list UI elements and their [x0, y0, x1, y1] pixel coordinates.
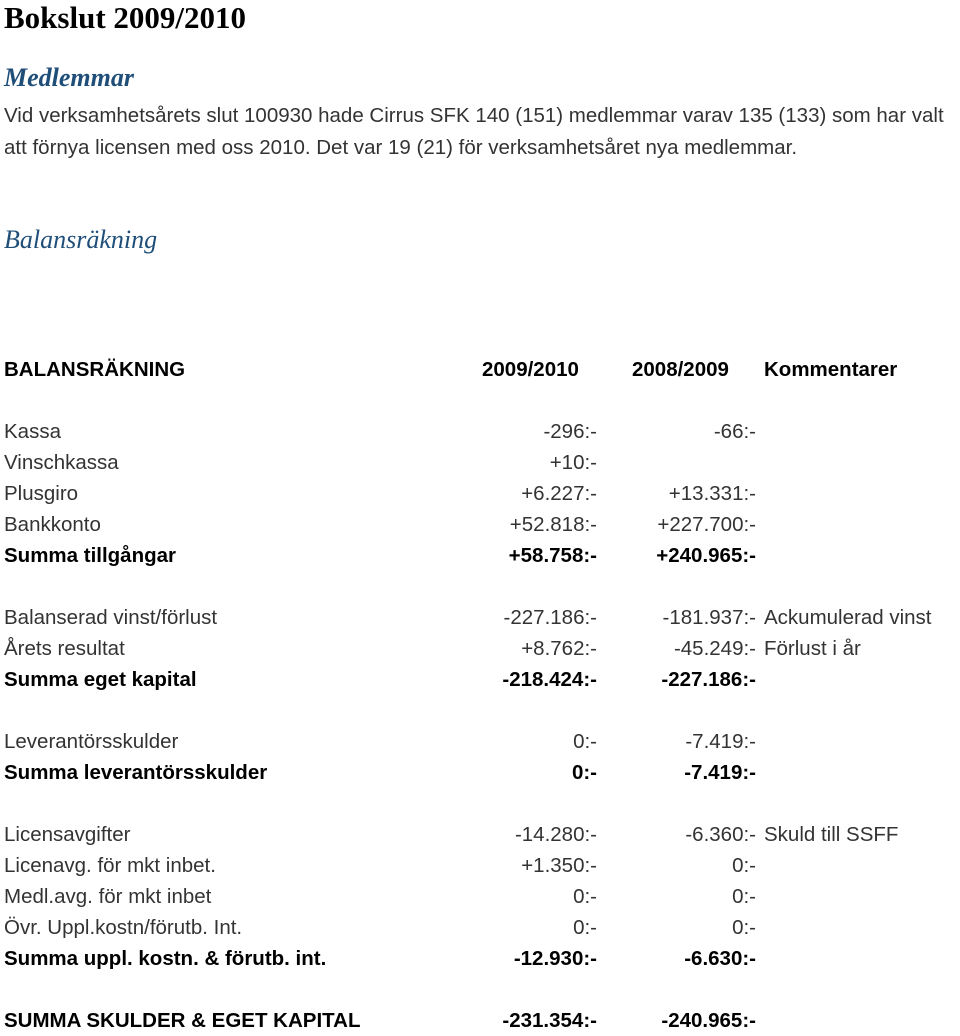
- table-total-row: [4, 540, 960, 571]
- row-label: Vinschkassa: [4, 451, 119, 474]
- row-value-current: +8.762:-: [521, 637, 597, 660]
- balance-table: [4, 354, 960, 1036]
- row-value-previous: -6.630:-: [684, 947, 756, 970]
- table-header: [4, 354, 960, 385]
- row-value-current: -231.354:-: [502, 1009, 597, 1032]
- row-label: Licensavgifter: [4, 823, 131, 846]
- row-label: Medl.avg. för mkt inbet: [4, 885, 212, 908]
- row-value-previous: -7.419:-: [684, 761, 756, 784]
- table-total-row: [4, 757, 960, 788]
- row-label: SUMMA SKULDER & EGET KAPITAL: [4, 1009, 361, 1032]
- row-label: Plusgiro: [4, 482, 79, 505]
- group-spacer: [4, 695, 960, 726]
- header-year-previous: 2008/2009: [632, 358, 729, 381]
- row-value-previous: -6.360:-: [685, 823, 756, 846]
- header-comments: Kommentarer: [764, 358, 898, 381]
- row-value-previous: 0:-: [732, 854, 756, 877]
- row-value-current: +6.227:-: [521, 482, 597, 505]
- row-label: Summa eget kapital: [4, 668, 197, 691]
- row-value-current: 0:-: [573, 730, 597, 753]
- members-paragraph: Vid verksamhetsårets slut 100930 hade Cirrus SFK 140 (151) medlemmar varav 135 (133) som har valt att förnya licensen med oss 2010. Det var 19 (21) för verksamhetsåret nya medlemmar.: [4, 104, 944, 159]
- table-row: [4, 881, 960, 912]
- row-value-current: 0:-: [573, 885, 597, 908]
- row-label: Summa uppl. kostn. & förutb. int.: [4, 947, 327, 970]
- table-total-row: [4, 943, 960, 974]
- balance-heading: Balansräkning: [4, 225, 158, 254]
- row-value-previous: -227.186:-: [661, 668, 756, 691]
- row-label: Övr. Uppl.kostn/förutb. Int.: [4, 916, 243, 939]
- row-label: Kassa: [4, 420, 61, 443]
- table-row: [4, 726, 960, 757]
- row-comment: Förlust i år: [764, 637, 861, 660]
- row-value-current: -218.424:-: [502, 668, 597, 691]
- table-body: [4, 385, 960, 1036]
- row-value-current: 0:-: [571, 761, 597, 784]
- group-spacer: [4, 974, 960, 1005]
- row-label: Licenavg. för mkt inbet.: [4, 854, 216, 877]
- table-row: [4, 633, 960, 664]
- row-comment: Ackumulerad vinst: [764, 606, 932, 629]
- row-value-current: +58.758:-: [508, 544, 597, 567]
- row-value-previous: 0:-: [732, 885, 756, 908]
- table-row: [4, 912, 960, 943]
- row-value-previous: -7.419:-: [685, 730, 756, 753]
- table-row: [4, 416, 960, 447]
- table-row: [4, 850, 960, 881]
- document-title: Bokslut 2009/2010: [4, 0, 247, 35]
- row-label: Summa tillgångar: [4, 544, 177, 567]
- row-value-previous: -66:-: [713, 420, 756, 443]
- header-label: BALANSRÄKNING: [4, 358, 186, 381]
- members-heading: Medlemmar: [4, 63, 134, 92]
- row-value-current: 0:-: [573, 916, 597, 939]
- row-value-previous: -240.965:-: [661, 1009, 756, 1032]
- row-label: Årets resultat: [4, 637, 125, 660]
- row-value-previous: +227.700:-: [657, 513, 756, 536]
- table-row: [4, 602, 960, 633]
- row-label: Bankkonto: [4, 513, 101, 536]
- group-spacer: [4, 571, 960, 602]
- group-spacer: [4, 788, 960, 819]
- group-spacer: [4, 385, 960, 416]
- table-total-row: [4, 664, 960, 695]
- table-row: [4, 509, 960, 540]
- row-label: Summa leverantörsskulder: [4, 761, 268, 784]
- row-value-current: +52.818:-: [509, 513, 597, 536]
- row-value-previous: -181.937:-: [662, 606, 756, 629]
- row-value-previous: +240.965:-: [656, 544, 756, 567]
- row-label: Balanserad vinst/förlust: [4, 606, 218, 629]
- table-row: [4, 478, 960, 509]
- row-value-current: -296:-: [543, 420, 597, 443]
- row-value-current: +1.350:-: [521, 854, 597, 877]
- row-value-current: +10:-: [549, 451, 597, 474]
- row-value-previous: 0:-: [732, 916, 756, 939]
- row-value-previous: -45.249:-: [673, 637, 756, 660]
- table-total-row: [4, 1005, 960, 1036]
- row-comment: Skuld till SSFF: [764, 823, 899, 846]
- table-row: [4, 819, 960, 850]
- table-row: [4, 447, 960, 478]
- row-value-current: -227.186:-: [503, 606, 597, 629]
- header-year-current: 2009/2010: [482, 358, 579, 381]
- row-label: Leverantörsskulder: [4, 730, 179, 753]
- row-value-current: -12.930:-: [513, 947, 597, 970]
- row-value-previous: +13.331:-: [668, 482, 756, 505]
- row-value-current: -14.280:-: [514, 823, 597, 846]
